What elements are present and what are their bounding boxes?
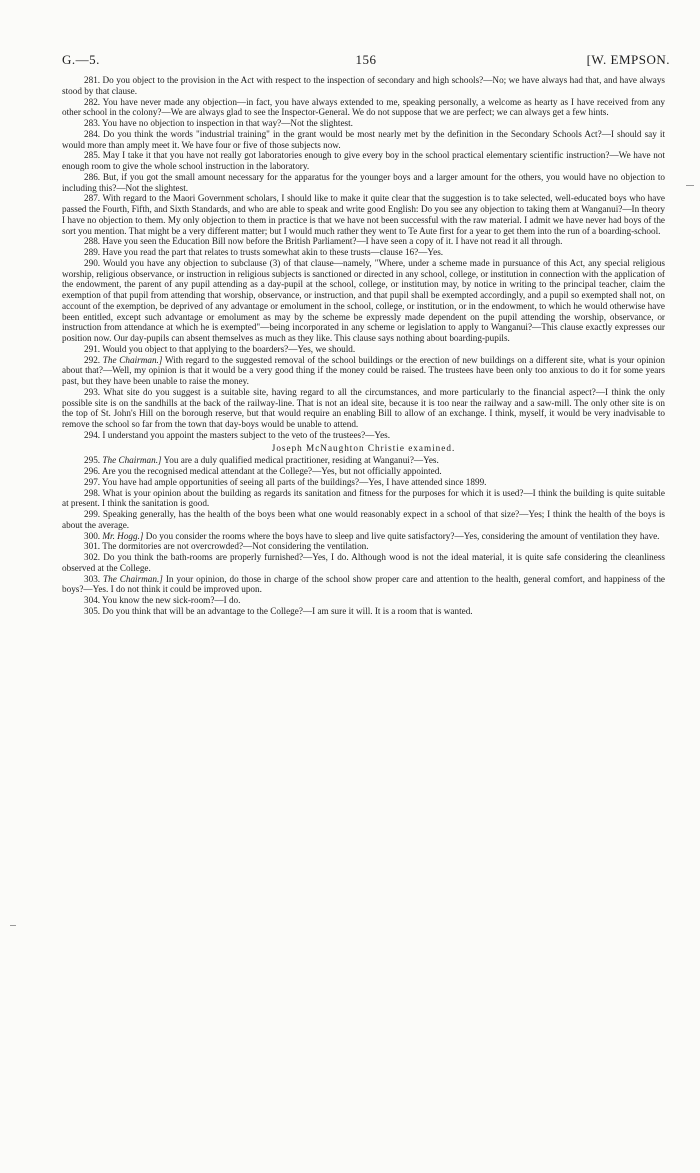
- question-text: 290. Would you have any objection to subclause (3) of that clause—namely, "Where, under a scheme made in pursuance of this Act, any special religious worship, religious observance, or instruction in religious subjects is sanctioned or directed in any school, college, or institution in connection with the application of the endowment, the parent of any pupil attending as a day-pupil at the school, college, or institution may, by notice in writing to the principal teacher, claim the exemption of that pupil from attending that worship, observance, or instruction, and that pupil shall be exempted accordingly, and a pupil so exempted shall not, on account of the exemption, be deprived of any advantage or emolument in the school, college, or institution, or in the endowment, to which he would otherwise have been entitled, except such advantage or emolument as may by the scheme be expressly made dependent on the pupil attending the worship, observance, or instruction from attendance at which he is exempted"—being incorporated in any scheme or legislation to apply to Wanganui?—This clause exactly expresses our position now. Our day-pupils can absent themselves as much as they like. This clause says nothing about boarding-pupils.: [62, 257, 665, 343]
- header-reference: G.—5.: [62, 52, 100, 67]
- question-text: 293. What site do you suggest is a suitable site, having regard to all the circumstances, and more particularly to the financial aspect?—I think the only possible site is on the sandhills at the back of the railway-line. That is not an ideal site, because it is too near the railway and a saw-mill. The only other site is on the top of St. John's Hill on the borough reserve, but that would require an enabling Bill to allow of an exchange. I think, myself, it would be very inadvisable to remove the school so far from the town that day-boys would be unable to attend.: [62, 386, 665, 429]
- question-paragraph: [62, 606, 665, 617]
- question-paragraph: [62, 75, 665, 97]
- question-text: In your opinion, do those in charge of the school show proper care and attention to the health, general comfort, and happiness of the boys?—Yes. I do not think it could be improved upon.: [62, 573, 666, 595]
- question-paragraph: [62, 477, 665, 488]
- question-paragraph: [62, 355, 665, 387]
- question-paragraph: [62, 595, 665, 606]
- question-number: 295.: [84, 455, 101, 466]
- question-paragraph: [62, 97, 665, 119]
- question-paragraph: [62, 466, 665, 477]
- margin-mark: [686, 185, 694, 186]
- question-number: 303.: [84, 573, 101, 584]
- page-number: 156: [355, 52, 377, 67]
- question-text: 283. You have no objection to inspection in that way?—Not the slightest.: [84, 118, 353, 128]
- question-paragraph: [62, 172, 665, 194]
- margin-mark: [10, 925, 16, 926]
- question-text: 299. Speaking generally, has the health of the boys been what one would reasonably expect in a school of that size?—Yes; I think the health of the boys is about the average.: [62, 509, 665, 530]
- question-text: 305. Do you think that will be an advantage to the College?—I am sure it will. It is a room that is wanted.: [84, 605, 473, 616]
- question-number: 300.: [84, 530, 101, 541]
- question-text: You are a duly qualified medical practitioner, residing at Wanganui?—Yes.: [163, 455, 439, 466]
- question-text: 286. But, if you got the small amount necessary for the apparatus for the younger boys and a larger amount for the others, you would have no objection to including this?—Not the slightest.: [62, 171, 665, 193]
- question-paragraph: [62, 387, 665, 430]
- question-text: 287. With regard to the Maori Government scholars, I should like to make it quite clear that the suggestion is to take selected, well-educated boys who have passed the Fourth, Fifth, and Sixth Standards, and who are able to speak and write good English: Do you see any objection to taking them at Wanganui?—In theory I have no objection to them. My only objection to them in practice is that we have not been successful with the raw material. I admit we have never had boys of the sort you mention. That might be a very different matter; but I would much rather they went to Te Aute first for a year to get them into the run of a boarding-school.: [62, 193, 665, 236]
- header-witness-name: [W. EMPSON.: [586, 52, 670, 67]
- question-paragraph: [62, 150, 665, 172]
- question-paragraph: [62, 193, 665, 236]
- speaker-name: Mr. Hogg.]: [102, 530, 144, 541]
- question-paragraph: [62, 118, 665, 129]
- question-paragraph: [62, 574, 665, 596]
- witness-heading-text: Joseph McNaughton Christie examined.: [271, 442, 456, 453]
- question-paragraph: [62, 247, 665, 258]
- question-text: 284. Do you think the words "industrial training" in the grant would be most nearly met by the definition in the Secondary Schools Act?—I should say it would more than amply meet it. We have four or five of those subjects now.: [62, 128, 665, 150]
- document-body: [62, 75, 665, 617]
- question-paragraph: [62, 344, 665, 355]
- question-text: Do you consider the rooms where the boys have to sleep and live quite satisfactory?—Yes, considering the amount of ventilation they have.: [145, 530, 660, 541]
- speaker-name: The Chairman.]: [102, 455, 162, 466]
- question-text: 288. Have you seen the Education Bill now before the British Parliament?—I have seen a copy of it. I have not read it all through.: [84, 236, 563, 247]
- question-text: 296. Are you the recognised medical attendant at the College?—Yes, but not officially appointed.: [84, 466, 442, 476]
- question-text: 281. Do you object to the provision in the Act with respect to the inspection of secondary and high schools?—No; we have always had that, and have always stood by that clause.: [62, 75, 665, 96]
- question-text: 291. Would you object to that applying to the boarders?—Yes, we should.: [84, 343, 356, 354]
- question-paragraph: [62, 509, 665, 531]
- question-text: 297. You have had ample opportunities of seeing all parts of the buildings?—Yes, I have attended since 1899.: [84, 476, 487, 487]
- speaker-name: The Chairman.]: [103, 573, 163, 584]
- witness-heading: [62, 443, 665, 454]
- question-text: 301. The dormitories are not overcrowded?—Not considering the ventilation.: [84, 541, 369, 552]
- question-text: 302. Do you think the bath-rooms are properly furnished?—Yes, I do. Although wood is not the ideal material, it is quite safe considering the cleanliness observed at the College.: [62, 552, 665, 573]
- question-paragraph: [62, 455, 665, 466]
- question-paragraph: [62, 541, 665, 552]
- question-text: 304. You know the new sick-room?—I do.: [84, 595, 241, 605]
- question-text: 282. You have never made any objection—in fact, you have always extended to me, speaking personally, a welcome as hearty as I have received from any other school in the colony?—We are always glad to see the Inspector-General. We do not suppose that we are perfect; we can always get a few hints.: [62, 96, 665, 118]
- question-paragraph: [62, 236, 665, 247]
- question-paragraph: [62, 488, 665, 510]
- question-number: 292.: [84, 354, 101, 365]
- question-text: 285. May I take it that you have not really got laboratories enough to give every boy in the school practical elementary scientific instruction?—We have not enough room to give the whole school instruction in the laboratory.: [62, 150, 665, 171]
- question-paragraph: [62, 430, 665, 441]
- question-paragraph: [62, 258, 665, 344]
- question-paragraph: [62, 531, 665, 542]
- speaker-name: The Chairman.]: [102, 354, 163, 365]
- page-header: [62, 52, 670, 72]
- question-text: 298. What is your opinion about the building as regards its sanitation and fitness for the purposes for which it is used?—I think the building is quite suitable at present. I think the sanitation is good.: [62, 487, 665, 509]
- question-text: 294. I understand you appoint the masters subject to the veto of the trustees?—Yes.: [84, 429, 391, 440]
- question-text: With regard to the suggested removal of the school buildings or the erection of new buildings on a different site, what is your opinion about that?—Well, my opinion is that it would be a very good thing if the money could be raised. The trustees have been only too anxious to do it for some years past, but they have been unable to raise the money.: [62, 354, 666, 386]
- question-paragraph: [62, 129, 665, 151]
- question-paragraph: [62, 552, 665, 574]
- question-text: 289. Have you read the part that relates to trusts somewhat akin to these trusts—clause 16?—Yes.: [84, 247, 444, 257]
